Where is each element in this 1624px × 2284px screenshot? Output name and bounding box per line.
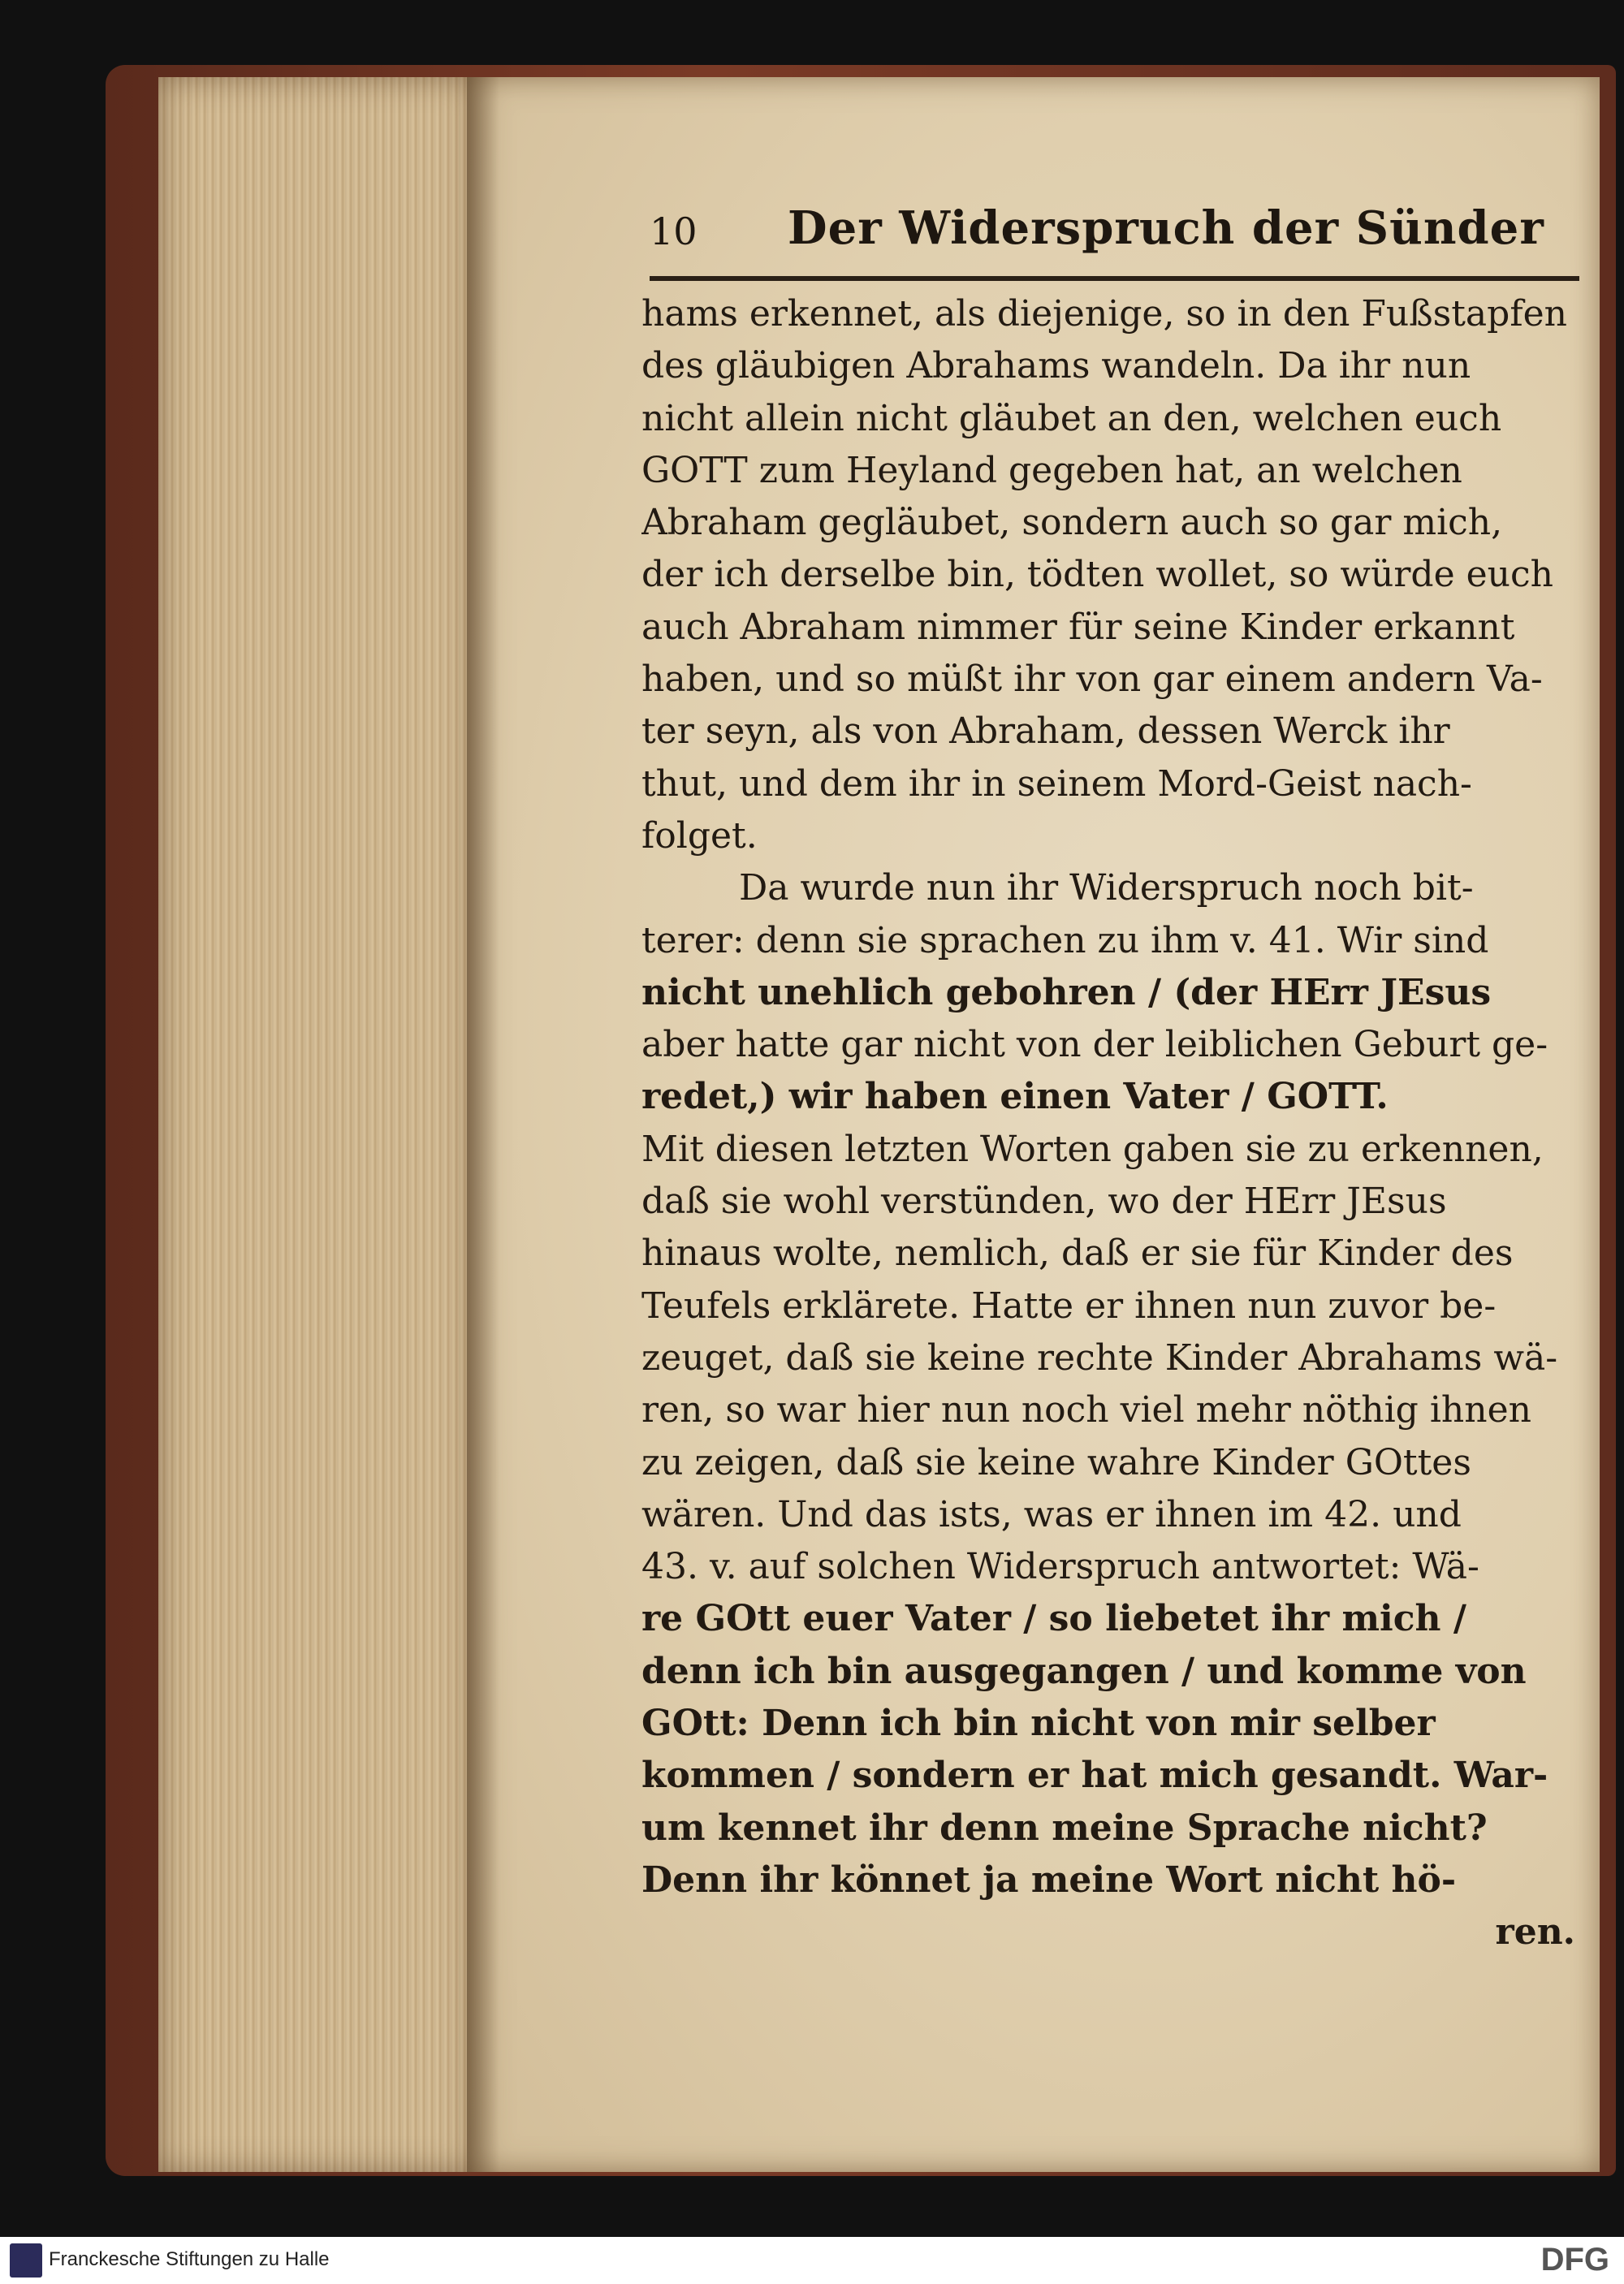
text-line: des gläubigen Abrahams wandeln. Da ihr nun (641, 345, 1471, 387)
page-header (650, 195, 1583, 268)
text-line: daß sie wohl verstünden, wo der HErr JEsus (641, 1181, 1447, 1223)
text-line: re GOtt euer Vater / so liebetet ihr mich / (641, 1598, 1466, 1640)
catchword-line: ren. (1495, 1911, 1575, 1954)
page-number: 10 (650, 209, 698, 253)
text-line: ren, so war hier nun noch viel mehr nöthig ihnen (641, 1389, 1531, 1431)
text-line: ter seyn, als von Abraham, dessen Werck ihr (641, 710, 1450, 753)
text-line: hams erkennet, als diejenige, so in den Fußstapfen (641, 293, 1567, 335)
text-line: 43. v. auf solchen Widerspruch antwortet: Wä- (641, 1546, 1479, 1588)
text-line: denn ich bin ausgegangen / und komme von (641, 1650, 1527, 1692)
text-line: Mit diesen letzten Worten gaben sie zu erkennen, (641, 1128, 1544, 1170)
text-line: um kennet ihr denn meine Sprache nicht? (641, 1807, 1488, 1849)
text-line: Teufels erklärete. Hatte er ihnen nun zuvor be- (641, 1284, 1497, 1327)
dfg-logo: DFG (1540, 2242, 1609, 2278)
text-line: haben, und so müßt ihr von gar einem andern Va- (641, 658, 1543, 701)
header-rule (650, 276, 1579, 281)
text-line: kommen / sondern er hat mich gesandt. War- (641, 1755, 1548, 1797)
text-line: zeuget, daß sie keine rechte Kinder Abrahams wä- (641, 1336, 1558, 1379)
text-line: thut, und dem ihr in seinem Mord-Geist nach- (641, 762, 1472, 805)
footer-institution: Franckesche Stiftungen zu Halle (49, 2248, 330, 2270)
body-text (641, 288, 1575, 1959)
running-title: Der Widerspruch der Sünder (788, 201, 1544, 255)
text-line: GOTT zum Heyland gegeben hat, an welchen (641, 449, 1462, 491)
institution-logo-icon (10, 2243, 42, 2278)
page-edges (158, 77, 475, 2172)
text-line: wären. Und das ists, was er ihnen im 42. und (641, 1493, 1462, 1535)
text-line: Denn ihr könnet ja meine Wort nicht hö- (641, 1859, 1457, 1901)
text-line: auch Abraham nimmer für seine Kinder erkannt (641, 606, 1515, 648)
text-line: nicht unehlich gebohren / (der HErr JEsus (641, 971, 1492, 1013)
spine-shadow (467, 77, 499, 2172)
footer-bar (0, 2237, 1624, 2284)
text-line: aber hatte gar nicht von der leiblichen Geburt ge- (641, 1024, 1548, 1066)
text-line: zu zeigen, daß sie keine wahre Kinder GOttes (641, 1441, 1471, 1483)
text-line: nicht allein nicht gläubet an den, welchen euch (641, 397, 1502, 439)
text-line: GOtt: Denn ich bin nicht von mir selber (641, 1703, 1436, 1745)
text-line: terer: denn sie sprachen zu ihm v. 41. Wir sind (641, 919, 1489, 961)
text-line: hinaus wolte, nemlich, daß er sie für Kinder des (641, 1233, 1514, 1275)
text-line: redet,) wir haben einen Vater / GOTT. (641, 1076, 1389, 1118)
paragraph-start-line: Da wurde nun ihr Widerspruch noch bit- (739, 867, 1474, 909)
text-line: Abraham gegläubet, sondern auch so gar mich, (641, 502, 1503, 544)
text-line: der ich derselbe bin, tödten wollet, so würde euch (641, 554, 1553, 596)
text-line: folget. (641, 814, 758, 857)
